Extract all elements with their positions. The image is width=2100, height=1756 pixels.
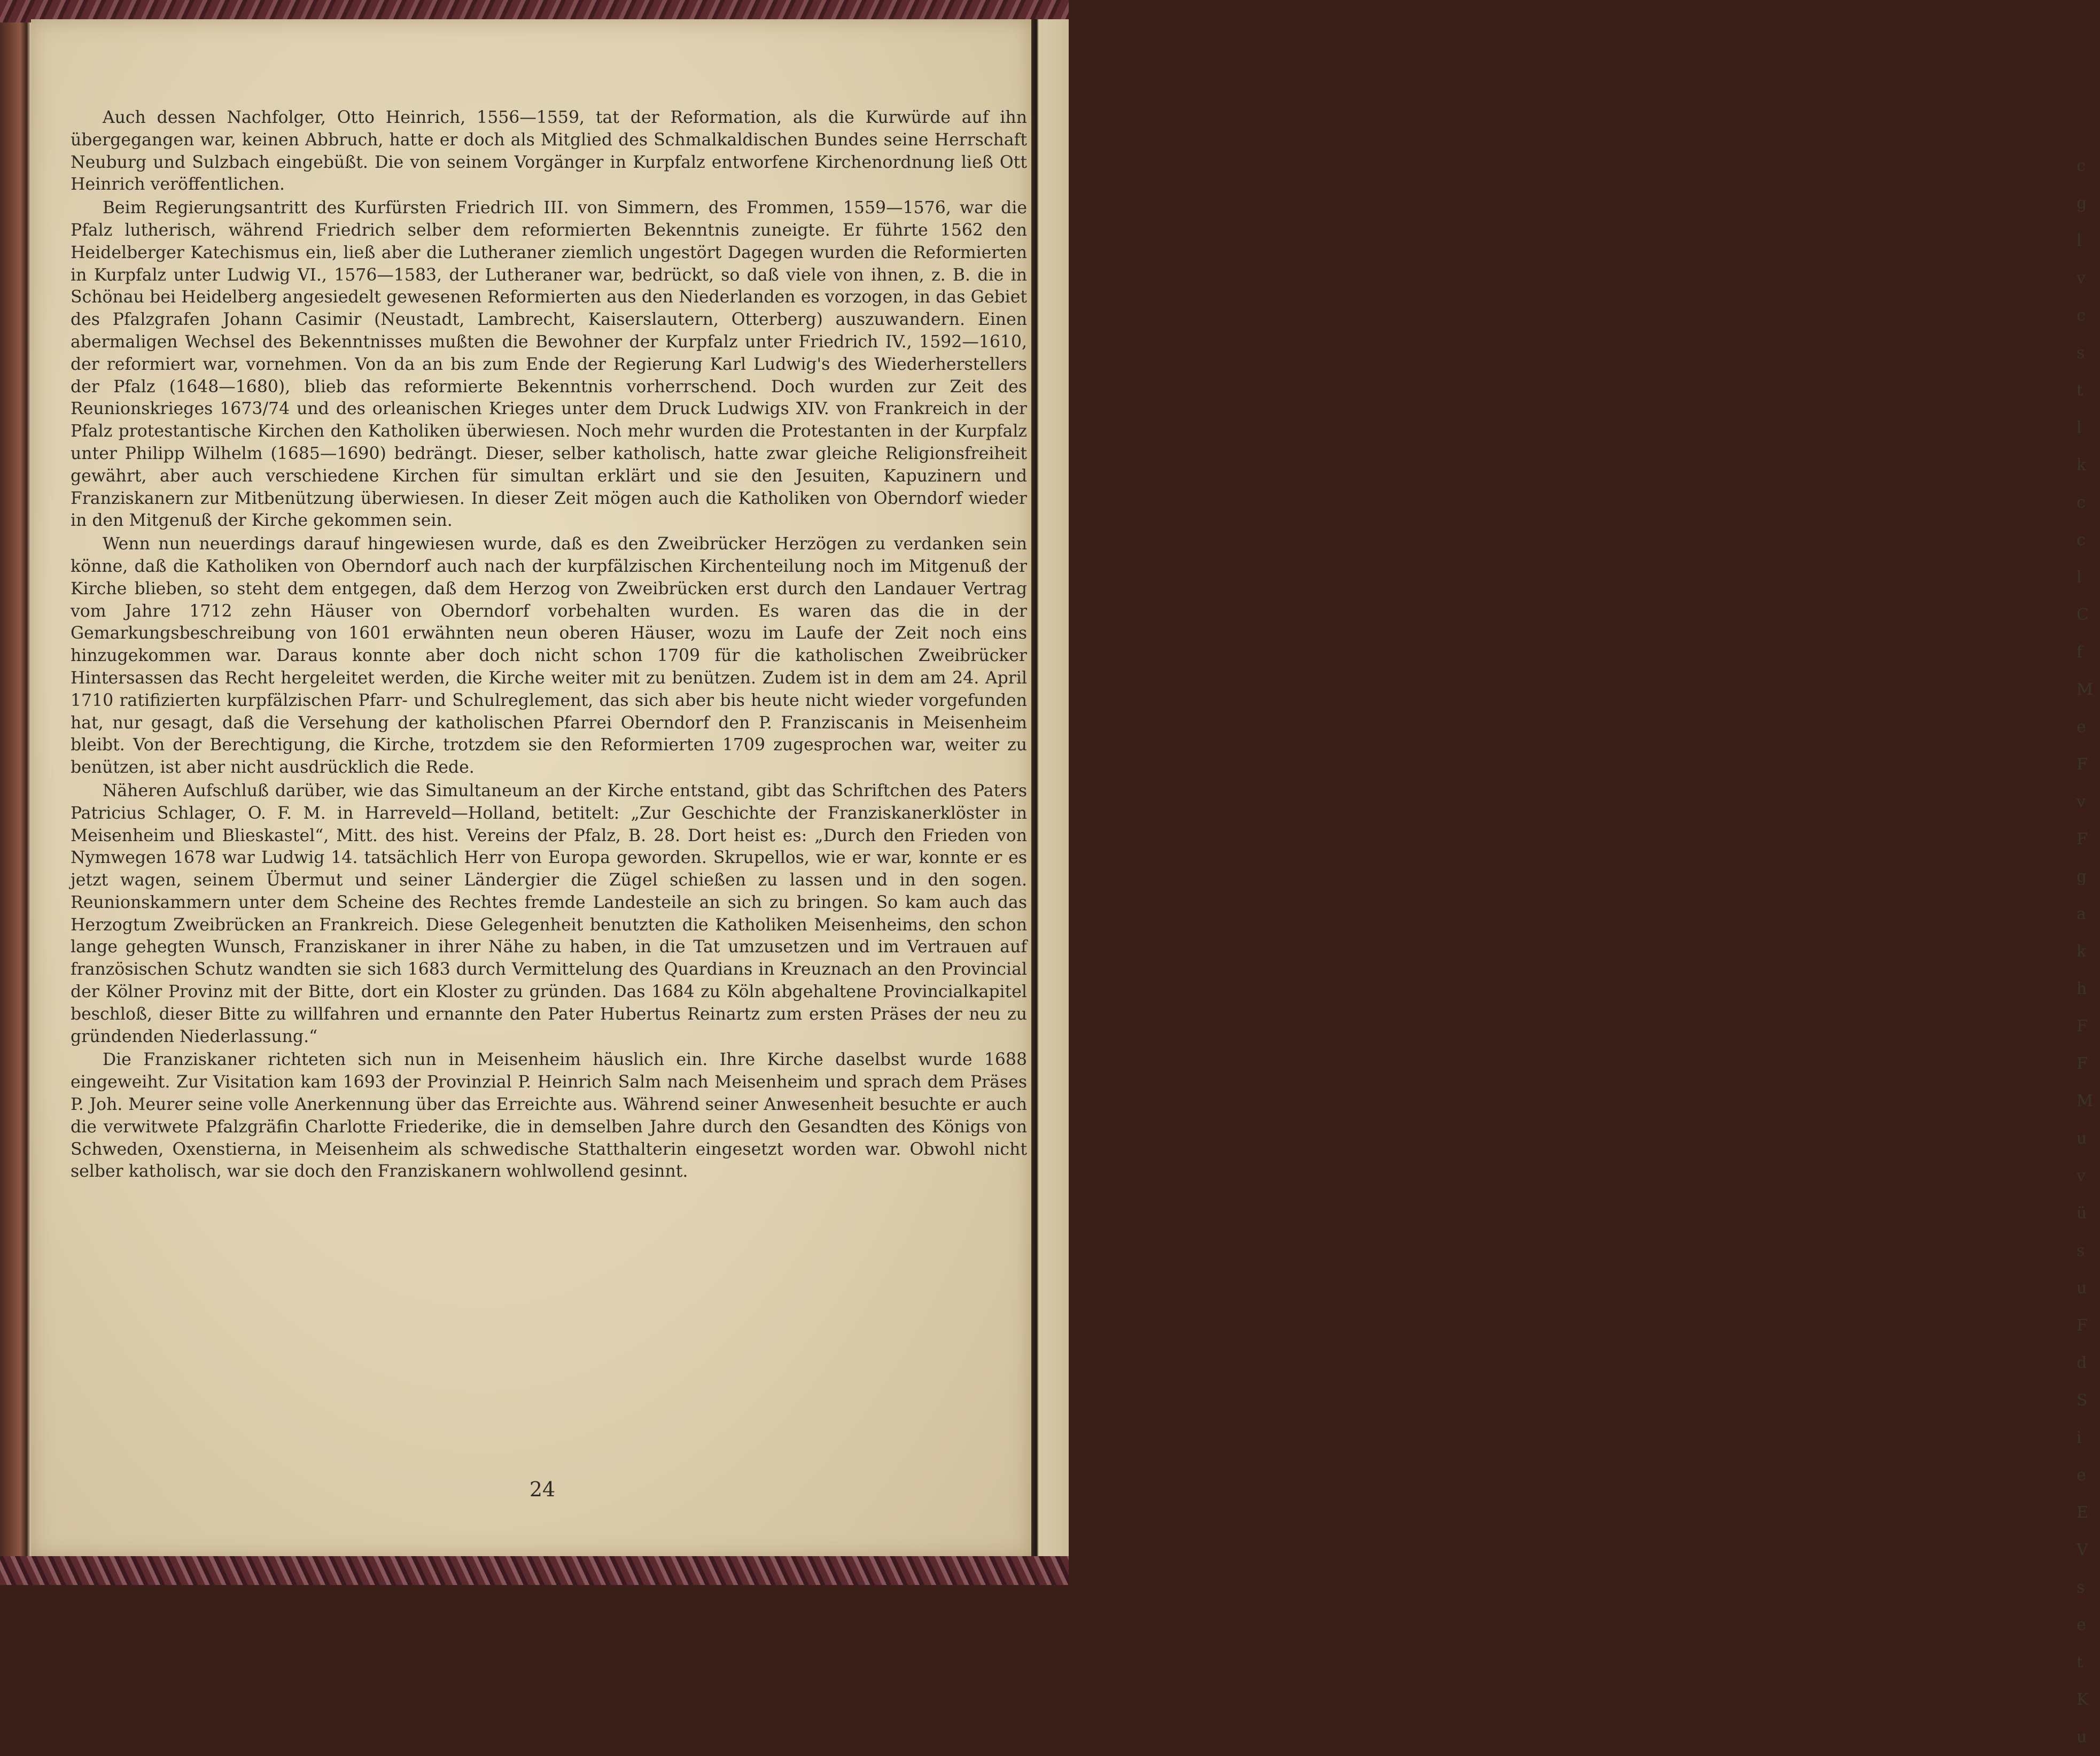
adjacent-page-letter: l xyxy=(2076,231,2082,250)
adjacent-page-letter: E xyxy=(2076,1503,2088,1522)
adjacent-page-letter: u xyxy=(2076,1728,2087,1746)
page-number: 24 xyxy=(529,1478,556,1501)
adjacent-page-letter: M xyxy=(2076,680,2093,699)
paragraph-1: Auch dessen Nachfolger, Otto Heinrich, 1556—1559, tat der Reformation, als die Kurwürde auf ihn übergegangen war, keinen Abbruch, hatte er doch als Mitglied des Schmalkaldischen Bundes seine Herrschaft Neuburg und Sulzbach eingebüßt. Die von seinem Vorgänger in Kurpfalz entworfene Kirchenordnung ließ Ott Heinrich veröffentlichen. xyxy=(71,108,1027,195)
adjacent-page-letter: l xyxy=(2076,418,2082,437)
adjacent-page-letter: F xyxy=(2076,755,2088,774)
adjacent-page-letters xyxy=(2069,147,2100,1756)
adjacent-page-letter: g xyxy=(2076,194,2087,213)
adjacent-page-letter: F xyxy=(2076,830,2088,849)
adjacent-page-letter: u xyxy=(2076,1279,2087,1297)
page-body-text xyxy=(71,107,1027,1183)
adjacent-page-letter: t xyxy=(2076,1653,2083,1672)
adjacent-page-edge xyxy=(1031,19,2093,1746)
adjacent-page-letter: d xyxy=(2076,1354,2087,1372)
adjacent-page-letter: M xyxy=(2076,1092,2093,1110)
paragraph-4: Näheren Aufschluß darüber, wie das Simultaneum an der Kirche entstand, gibt das Schriftchen des Paters Patricius Schlager, O. F. M. in Harreveld—Holland, betitelt: „Zur Geschichte der Franziskanerklöster in Meisenheim und Blieskastel“, Mitt. des hist. Vereins der Pfalz, B. 28. Dort heist es: „Durch den Frieden von Nymwegen 1678 war Ludwig 14. tatsächlich Herr von Europa geworden. Skrupellos, wie er war, konnte er es jetzt wagen, seinem Übermut und seiner Ländergier die Zügel schießen zu lassen und in den sogen. Reunionskammern unter dem Scheine des Rechtes fremde Landesteile an sich zu bringen. So kam auch das Herzogtum Zweibrücken an Frankreich. Diese Gelegenheit benutzten die Katholiken Meisenheims, den schon lange gehegten Wunsch, Franziskaner in ihrer Nähe zu haben, in die Tat umzusetzen und im Vertrauen auf französischen Schutz wandten sie sich 1683 durch Vermittelung des Quardians in Kreuznach an den Provincial der Kölner Provinz mit der Bitte, dort ein Kloster zu gründen. Das 1684 zu Köln abgehaltene Provincialkapitel beschloß, dieser Bitte zu willfahren und ernannte den Pater Hubertus Reinartz zum ersten Präses der neu zu gründenden Niederlassung.“ xyxy=(71,781,1027,1046)
adjacent-page-letter: u xyxy=(2076,1129,2087,1148)
adjacent-page-letter: l xyxy=(2076,568,2082,587)
adjacent-page-letter: C xyxy=(2076,605,2089,624)
adjacent-page-letter: e xyxy=(2076,1466,2086,1485)
adjacent-page-letter: S xyxy=(2076,1391,2088,1410)
adjacent-page-letter: s xyxy=(2076,1578,2085,1597)
paragraph-5: Die Franziskaner richteten sich nun in Meisenheim häuslich ein. Ihre Kirche daselbst wurde 1688 eingeweiht. Zur Visitation kam 1693 der Provinzial P. Heinrich Salm nach Meisenheim und sprach dem Präses P. Joh. Meurer seine volle Anerkennung über das Erreichte aus. Während seiner Anwesenheit besuchte er auch die verwitwete Pfalzgräfin Charlotte Friederike, die in demselben Jahre durch den Gesandten des Königs von Schweden, Oxenstierna, in Meisenheim als schwedische Statthalterin eingesetzt worden war. Obwohl nicht selber katholisch, war sie doch den Franziskanern wohlwollend gesinnt. xyxy=(71,1050,1027,1182)
adjacent-page-letter: t xyxy=(2076,381,2083,400)
adjacent-page-letter: i xyxy=(2076,1428,2082,1447)
adjacent-page-letter: F xyxy=(2076,1316,2088,1335)
adjacent-page-letter: s xyxy=(2076,1241,2085,1260)
paragraph-2: Beim Regierungsantritt des Kurfürsten Friedrich III. von Simmern, des Frommen, 1559—1576, war die Pfalz lutherisch, während Friedrich selber dem reformierten Bekenntnis zuneigte. Er führte 1562 den Heidelberger Katechismus ein, ließ aber die Lutheraner ziemlich ungestört Dagegen wurden die Reformierten in Kurpfalz unter Ludwig VI., 1576—1583, der Lutheraner war, bedrückt, so daß viele von ihnen, z. B. die in Schönau bei Heidelberg angesiedelt gewesenen Reformierten aus den Niederlanden es vorzogen, in das Gebiet des Pfalzgrafen Johann Casimir (Neustadt, Lambrecht, Kaiserslautern, Otterberg) auszuwandern. Einen abermaligen Wechsel des Bekenntnisses mußten die Bewohner der Kurpfalz unter Friedrich IV., 1592—1610, der reformiert war, vornehmen. Von da an bis zum Ende der Regierung Karl Ludwig's des Wiederherstellers der Pfalz (1648—1680), blieb das reformierte Bekenntnis vorherrschend. Doch wurden zur Zeit des Reunionskrieges 1673/74 und des orleanischen Krieges unter dem Druck Ludwigs XIV. von Frankreich in der Pfalz protestantische Kirchen den Katholiken überwiesen. Noch mehr wurden die Protestanten in der Kurpfalz unter Philipp Wilhelm (1685—1690) bedrängt. Dieser, selber katholisch, hatte zwar gleiche Religionsfreiheit gewährt, aber auch verschiedene Kirchen für simultan erklärt und sie den Jesuiten, Kapuzinern und Franziskanern zur Mitbenützung überwiesen. In dieser Zeit mögen auch die Katholiken von Oberndorf wieder in den Mitgenuß der Kirche gekommen sein. xyxy=(71,198,1027,531)
paragraph-3: Wenn nun neuerdings darauf hingewiesen wurde, daß es den Zweibrücker Herzögen zu verdanken sein könne, daß die Katholiken von Oberndorf auch nach der kurpfälzischen Kirchenteilung noch im Mitgenuß der Kirche blieben, so steht dem entgegen, daß dem Herzog von Zweibrücken erst durch den Landauer Vertrag vom Jahre 1712 zehn Häuser von Oberndorf vorbehalten wurden. Es waren das die in der Gemarkungsbeschreibung von 1601 erwähnten neun oberen Häuser, wozu im Laufe der Zeit noch eins hinzugekommen war. Daraus konnte aber doch nicht schon 1709 für die katholischen Zweibrücker Hintersassen das Recht hergeleitet werden, die Kirche weiter mit zu benützen. Zudem ist in dem am 24. April 1710 ratifizierten kurpfälzischen Pfarr- und Schulreglement, das sich aber bis heute nicht wieder vorgefunden hat, nur gesagt, daß die Versehung der katholischen Pfarrei Oberndorf den P. Franziscanis in Meisenheim bleibt. Von der Berechtigung, die Kirche, trotzdem sie den Reformierten 1709 zugesprochen war, weiter zu benützen, ist aber nicht ausdrücklich die Rede. xyxy=(71,534,1027,778)
adjacent-page-letter: k xyxy=(2076,942,2087,961)
adjacent-page-letter: f xyxy=(2076,643,2083,662)
adjacent-page-letter: F xyxy=(2076,1017,2088,1036)
adjacent-page-letter: v xyxy=(2076,1167,2086,1185)
adjacent-page-letter: e xyxy=(2076,1615,2086,1634)
adjacent-page-letter: c xyxy=(2076,157,2086,175)
adjacent-page-letter: c xyxy=(2076,493,2086,512)
adjacent-page-letter: h xyxy=(2076,980,2087,998)
adjacent-page-letter: v xyxy=(2076,269,2086,288)
adjacent-page-letter: k xyxy=(2076,456,2087,475)
adjacent-page-letter: v xyxy=(2076,792,2086,811)
adjacent-page-letter: V xyxy=(2076,1541,2088,1559)
adjacent-page-letter: F xyxy=(2076,1054,2088,1073)
adjacent-page-letter: c xyxy=(2076,531,2086,549)
adjacent-page-letter: ü xyxy=(2076,1204,2087,1223)
adjacent-page-letter: c xyxy=(2076,306,2086,325)
adjacent-page-letter: e xyxy=(2076,718,2086,736)
marbled-bottom-border xyxy=(0,1556,1069,1585)
adjacent-page-letter: g xyxy=(2076,867,2087,886)
adjacent-page-letter: K xyxy=(2076,1690,2089,1709)
adjacent-page-letter: a xyxy=(2076,905,2086,923)
adjacent-page-letter: s xyxy=(2076,344,2085,362)
